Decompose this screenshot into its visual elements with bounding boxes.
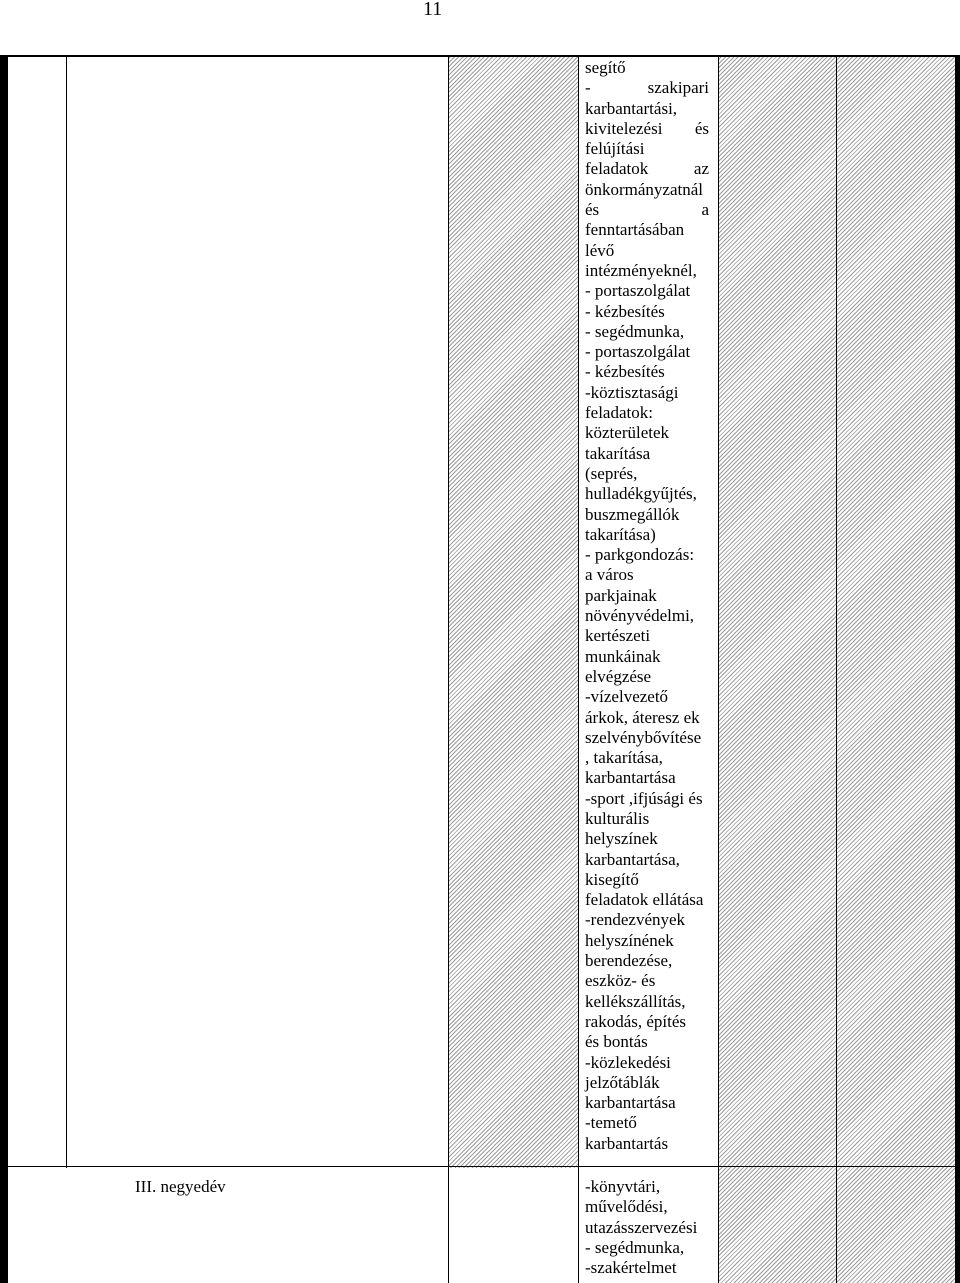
text-line: -sport ,ifjúsági és <box>585 788 703 808</box>
text-line: takarítása) <box>585 524 656 544</box>
text-line: kisegítő <box>585 869 639 889</box>
text-line: karbantartása <box>585 1093 676 1113</box>
text-line: -rendezvények <box>585 910 686 930</box>
quarter-label: III. negyedév <box>135 1177 226 1196</box>
column-divider <box>578 57 579 1283</box>
word: a <box>701 200 709 220</box>
text-line: elvégzése <box>585 666 652 686</box>
text-line: karbantartás <box>585 1133 669 1153</box>
table-left-border <box>0 55 8 1283</box>
text-line: - segédmunka, <box>585 1237 685 1257</box>
text-line: szelvénybővítése <box>585 727 702 747</box>
text-line: feladatok: <box>585 403 653 423</box>
text-line: intézményeknél, <box>585 260 697 280</box>
text-line: -vízelvezető <box>585 687 669 707</box>
word: az <box>693 159 709 179</box>
text-line: kulturális <box>585 808 650 828</box>
text-line: - kézbesítés <box>585 301 665 321</box>
column-divider <box>448 57 449 1283</box>
text-line: jelzőtáblák <box>585 1072 660 1092</box>
word: és <box>694 118 709 138</box>
word: és <box>585 200 600 220</box>
text-line: - portaszolgálat <box>585 342 691 362</box>
text-line: -közlekedési <box>585 1052 671 1072</box>
text-line <box>585 119 709 139</box>
text-line: lévő <box>585 240 615 260</box>
text-line: , takarítása, <box>585 748 663 768</box>
column-divider <box>836 57 837 1283</box>
text-line <box>585 78 709 98</box>
shaded-column-2 <box>719 57 955 1283</box>
text-line: -szakértelmet <box>585 1258 677 1278</box>
text-line: parkjainak <box>585 585 657 605</box>
text-line: - kézbesítés <box>585 362 665 382</box>
task-table <box>0 55 960 1283</box>
text-line: közterületek <box>585 423 670 443</box>
text-line: eszköz- és <box>585 971 656 991</box>
text-line <box>585 159 709 179</box>
text-line: -köztisztasági <box>585 382 679 402</box>
text-line: önkormányzatnál <box>585 179 704 199</box>
text-line: -könyvtári, <box>585 1177 661 1196</box>
text-line: karbantartási, <box>585 98 678 118</box>
text-line: - portaszolgálat <box>585 281 691 301</box>
text-line: takarítása <box>585 443 651 463</box>
text-line <box>585 200 709 220</box>
row-divider <box>8 1166 955 1167</box>
upper-task-cell <box>585 58 709 1154</box>
text-line: művelődési, <box>585 1197 668 1217</box>
page-number: 11 <box>423 0 443 20</box>
lower-task-cell <box>585 1177 697 1278</box>
word: kivitelezési <box>585 118 663 138</box>
shaded-column-1 <box>448 57 578 1168</box>
text-line: kertészeti <box>585 626 651 646</box>
text-line: -temető <box>585 1113 637 1133</box>
text-line: helyszínének <box>585 930 674 950</box>
column-divider <box>66 57 67 1168</box>
text-line: fenntartásában <box>585 220 685 240</box>
text-line: berendezése, <box>585 951 673 971</box>
column-divider <box>718 57 719 1283</box>
text-line: munkáinak <box>585 646 661 666</box>
text-line: felújítási <box>585 139 645 159</box>
text-line: karbantartása, <box>585 849 680 869</box>
word: - <box>585 78 591 98</box>
text-line: a város <box>585 565 634 585</box>
text-line: segítő <box>585 58 626 77</box>
text-line: - parkgondozás: <box>585 545 695 565</box>
text-line: és bontás <box>585 1032 648 1052</box>
text-line: árkok, áteresz ek <box>585 707 700 727</box>
text-line: (seprés, <box>585 463 638 483</box>
text-line: kellékszállítás, <box>585 991 686 1011</box>
word: feladatok <box>585 159 649 179</box>
text-line: növényvédelmi, <box>585 606 695 626</box>
table-right-border <box>955 55 960 1283</box>
text-line: hulladékgyűjtés, <box>585 484 697 504</box>
text-line: karbantartása <box>585 768 676 788</box>
text-line: utazásszervezési <box>585 1217 698 1237</box>
text-line: - segédmunka, <box>585 321 685 341</box>
text-line: buszmegállók <box>585 504 680 524</box>
text-line: rakodás, építés <box>585 1011 687 1031</box>
word: szakipari <box>647 78 709 98</box>
text-line: helyszínek <box>585 829 658 849</box>
text-line: feladatok ellátása <box>585 890 704 910</box>
